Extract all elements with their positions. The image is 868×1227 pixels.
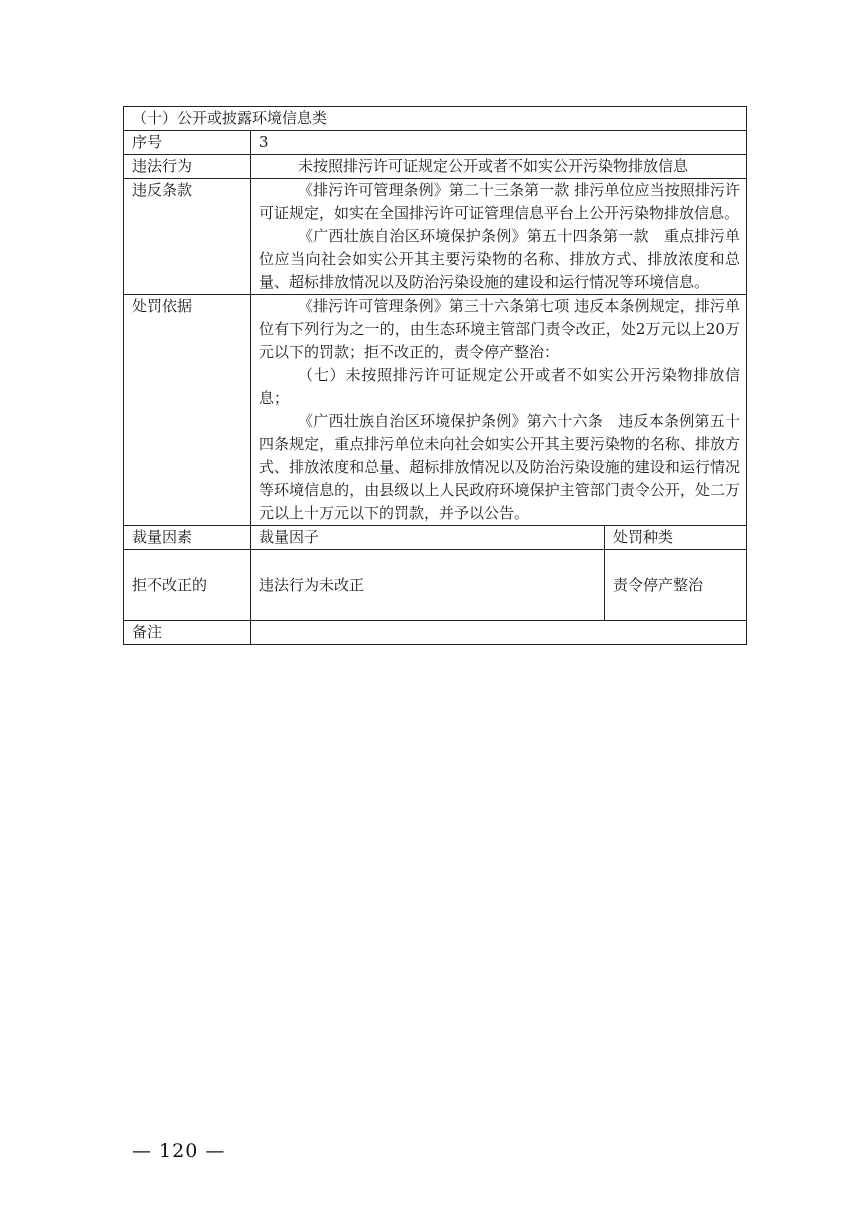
penalty-type: 责令停产整治 — [605, 550, 747, 621]
violation-text: 未按照排污许可证规定公开或者不如实公开污染物排放信息 — [298, 157, 689, 175]
penalty-basis-row — [124, 295, 747, 526]
remarks-label: 备注 — [124, 621, 251, 645]
discretion-header-row — [124, 526, 747, 550]
discretion-factor-header: 裁量因素 — [124, 526, 251, 550]
seq-row — [124, 131, 747, 155]
provision-paragraph: 《广西壮族自治区环境保护条例》第五十四条第一款 重点排污单位应当向社会如实公开其主要污染物的名称、排放方式、排放浓度和总量、超标排放情况以及防治污染设施的建设和运行情况等环境信息。 — [259, 227, 741, 291]
discretion-item: 违法行为未改正 — [251, 550, 605, 621]
violated-provisions-label: 违反条款 — [124, 179, 251, 295]
section-title: （十）公开或披露环境信息类 — [124, 107, 747, 131]
remarks-value — [251, 621, 747, 645]
provision-paragraph: 《排污许可管理条例》第二十三条第一款 排污单位应当按照排污许可证规定，如实在全国排污许可证管理信息平台上公开污染物排放信息。 — [259, 181, 741, 222]
remarks-row — [124, 621, 747, 645]
penalty-type-header: 处罚种类 — [605, 526, 747, 550]
discretion-item-header: 裁量因子 — [251, 526, 605, 550]
page-number: — 120 — — [132, 1140, 226, 1162]
basis-paragraph: 《广西壮族自治区环境保护条例》第六十六条 违反本条例第五十四条规定，重点排污单位未向社会如实公开其主要污染物的名称、排放方式、排放浓度和总量、超标排放情况以及防治污染设施的建设和运行情况等环境信息的，由县级以上人民政府环境保护主管部门责令公开，处二万元以上十万元以下的罚款，并予以公告。 — [259, 412, 741, 522]
discretion-row — [124, 550, 747, 621]
penalty-basis-cell — [251, 295, 747, 526]
basis-paragraph: （七）未按照排污许可证规定公开或者不如实公开污染物排放信息； — [259, 366, 741, 407]
section-title-row — [124, 107, 747, 131]
violation-cell — [251, 155, 747, 179]
discretion-factor: 拒不改正的 — [124, 550, 251, 621]
seq-label: 序号 — [124, 131, 251, 155]
penalty-discretion-table — [123, 106, 747, 645]
violation-label: 违法行为 — [124, 155, 251, 179]
penalty-basis-label: 处罚依据 — [124, 295, 251, 526]
violated-provisions-row — [124, 179, 747, 295]
violated-provisions-cell — [251, 179, 747, 295]
basis-paragraph: 《排污许可管理条例》第三十六条第七项 违反本条例规定，排污单位有下列行为之一的，由生态环境主管部门责令改正，处2万元以上20万元以下的罚款；拒不改正的，责令停产整治： — [259, 297, 741, 361]
violation-row — [124, 155, 747, 179]
seq-value: 3 — [251, 131, 747, 155]
